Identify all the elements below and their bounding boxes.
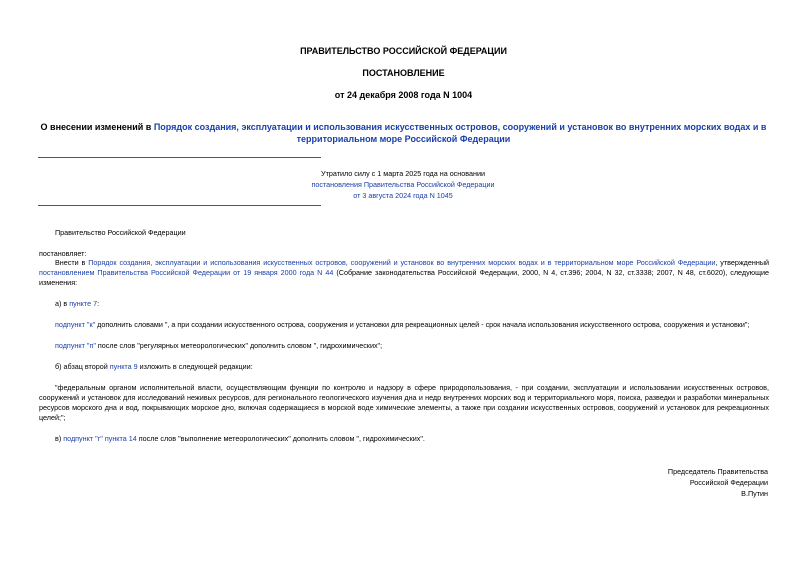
item-a2 [55, 341, 382, 351]
item-b-link[interactable]: пункта 9 [109, 362, 138, 371]
item-a1-text: дополнить словами ", а при создании искусственного острова, сооружения и установки для рекреационных целей - срок начала использования искусственного острова, сооружения и установки"; [95, 320, 750, 329]
signature-name: В.Путин [741, 489, 768, 498]
signature-org: Российской Федерации [689, 478, 768, 487]
item-c [55, 434, 425, 444]
item-b [55, 362, 253, 372]
item-b-text-1: б) абзац второй [55, 362, 110, 371]
date-number: от 24 декабря 2008 года N 1004 [334, 90, 473, 100]
intro-paragraph [39, 258, 769, 288]
intro-order-link[interactable]: Порядок создания, эксплуатации и использования искусственных островов, сооружений и установок во внутренних морских водах и в территориальном море Российской Федерации [88, 258, 716, 267]
status-date-link[interactable]: от 3 августа 2024 года N 1045 [353, 191, 453, 200]
item-a-text-2: : [97, 299, 100, 308]
signature-block [668, 466, 768, 499]
status-rule-bottom [38, 205, 321, 206]
item-a-text-1: а) в [55, 299, 70, 308]
quote-paragraph: "федеральным органом исполнительной власти, осуществляющим функции по контролю и надзору в сфере природопользования, - при создании, эксплуатации и использовании искусственных островов, сооружений и установок для исследований неживых ресурсов, для регионального геологического изучения дна и недр внутренних морских вод и территориального моря, поиска, разведки и разработки минеральных ресурсов морского дна и вод, покрывающих морское дно, включая содержащиеся в морской воде химические элементы, а также при создании искусственных островов, сооружений и установок для рекреационных целей;"; [39, 383, 769, 422]
item-c-link[interactable]: подпункт "г" пункта 14 [63, 434, 137, 443]
intro-text-1: Внести в [55, 258, 89, 267]
item-a-link[interactable]: пункте 7 [69, 299, 98, 308]
item-a1-link[interactable]: подпункт "к" [55, 320, 96, 329]
item-a1 [55, 320, 749, 330]
government-heading: ПРАВИТЕЛЬСТВО РОССИЙСКОЙ ФЕДЕРАЦИИ [300, 46, 507, 56]
item-a2-link[interactable]: подпункт "п" [55, 341, 96, 350]
status-rule-top [38, 157, 321, 158]
intro-text-2: , утвержденный [715, 258, 769, 267]
item-c-text-2: после слов "выполнение метеорологических" дополнить словом ", гидрохимических". [136, 434, 425, 443]
title-prefix: О внесении изменений в [40, 122, 154, 132]
title-order-link[interactable]: Порядок создания, эксплуатации и использования искусственных островов, сооружений и установок во внутренних морских водах и в территориальном море Российской Федерации [153, 122, 767, 144]
item-a [55, 299, 99, 309]
issuer: Правительство Российской Федерации [55, 228, 186, 237]
signature-title: Председатель Правительства [667, 467, 768, 476]
status-line-1: Утратило силу с 1 марта 2025 года на основании [321, 169, 485, 178]
document-title [40, 121, 767, 145]
decree-word: постановляет: [39, 249, 87, 258]
item-a2-text: после слов "регулярных метеорологических" дополнить словом ", гидрохимических"; [95, 341, 383, 350]
item-c-text-1: в) [55, 434, 64, 443]
item-b-text-2: изложить в следующей редакции: [137, 362, 253, 371]
status-decree-link[interactable]: постановления Правительства Российской Федерации [311, 180, 495, 189]
intro-decree-link[interactable]: постановлением Правительства Российской Федерации от 19 января 2000 года N 44 [39, 268, 334, 277]
intro-text-3: (Собрание законодательства Российской Федерации, 2000, N 4, ст.396; 2004, N 32, ст.3338; 2007, N 48, ст.6020), следующие изменения: [39, 268, 769, 287]
document-type: ПОСТАНОВЛЕНИЕ [362, 68, 445, 78]
